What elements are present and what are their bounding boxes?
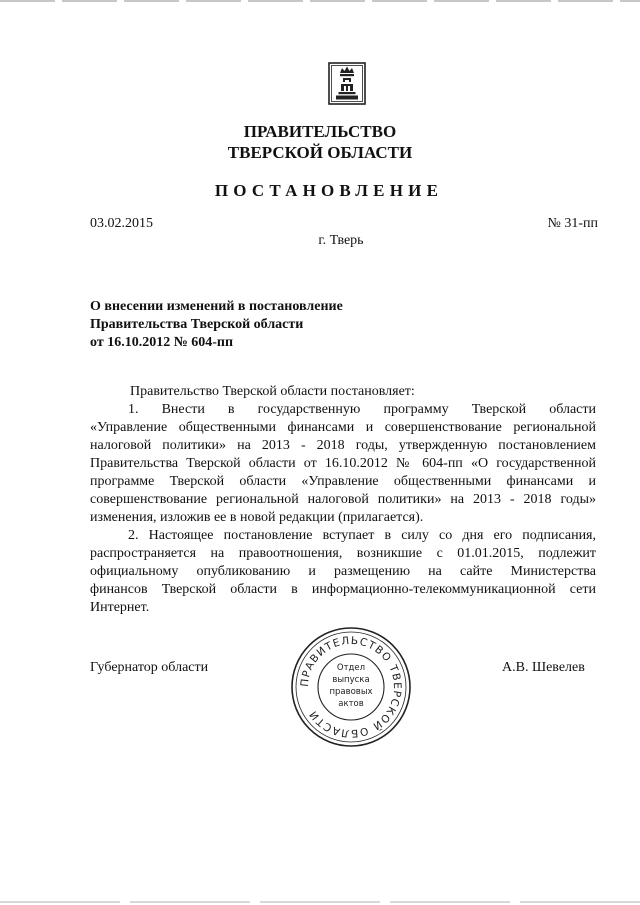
- paragraph-1-line: программе Тверской области «Управление общественными финансами и: [90, 474, 596, 489]
- subject-line: от 16.10.2012 № 604-пп: [90, 335, 234, 350]
- scan-bottom-edge: [0, 901, 640, 903]
- stamp-center-line: Отдел: [336, 663, 366, 673]
- paragraph-2-line: официальному опубликованию и размещению на сайте Министерства: [90, 564, 596, 579]
- document-subject: [90, 298, 343, 352]
- stamp-center-line: правовых: [329, 687, 373, 697]
- paragraph-2-line: финансов Тверской области в информационно-телекоммуникационной сети: [90, 582, 596, 597]
- stamp-center-line: актов: [338, 699, 364, 709]
- subject-line: Правительства Тверской области: [90, 317, 304, 332]
- stamp-center-line: выпуска: [332, 675, 370, 685]
- official-stamp: [289, 625, 413, 749]
- signatory-name: А.В. Шевелев: [502, 660, 585, 675]
- paragraph-2-line: Интернет.: [90, 600, 150, 615]
- stamp-outer-text: ПРАВИТЕЛЬСТВО ТВЕРСКОЙ ОБЛАСТИ: [298, 634, 404, 740]
- paragraph-1-line: 1. Внести в государственную программу Тверской области: [128, 402, 596, 417]
- paragraph-1-line: изменения, изложив ее в новой редакции (прилагается).: [90, 510, 424, 525]
- paragraph-1-line: совершенствование региональной налоговой политики» на 2013 - 2018 годы»: [90, 492, 596, 507]
- document-date: 03.02.2015: [90, 216, 153, 231]
- issuer-line-2: ТВЕРСКОЙ ОБЛАСТИ: [227, 143, 413, 162]
- document-number: № 31-пп: [547, 216, 598, 231]
- paragraph-1-line: «Управление общественными финансами и совершенствование региональной: [90, 420, 596, 435]
- body-intro: Правительство Тверской области постановляет:: [130, 384, 415, 399]
- signatory-title: Губернатор области: [90, 660, 209, 675]
- issuer-line-1: ПРАВИТЕЛЬСТВО: [243, 122, 397, 141]
- paragraph-2-line: распространяется на правоотношения, возникшие с 01.01.2015, подлежит: [90, 546, 596, 561]
- coat-of-arms-icon: [328, 59, 366, 105]
- subject-line: О внесении изменений в постановление: [90, 299, 343, 314]
- paragraph-1-line: налоговой политики» на 2013 - 2018 годы, утвержденную постановлением: [90, 438, 596, 453]
- document-body: [90, 383, 596, 617]
- document-city: г. Тверь: [318, 233, 364, 248]
- paragraph-1-line: Правительства Тверской области от 16.10.2012 № 604-пп «О государственной: [90, 456, 596, 471]
- paragraph-2-line: 2. Настоящее постановление вступает в силу со дня его подписания,: [128, 528, 596, 543]
- document-type-heading: ПОСТАНОВЛЕНИЕ: [214, 181, 444, 200]
- scan-top-edge: [0, 0, 640, 2]
